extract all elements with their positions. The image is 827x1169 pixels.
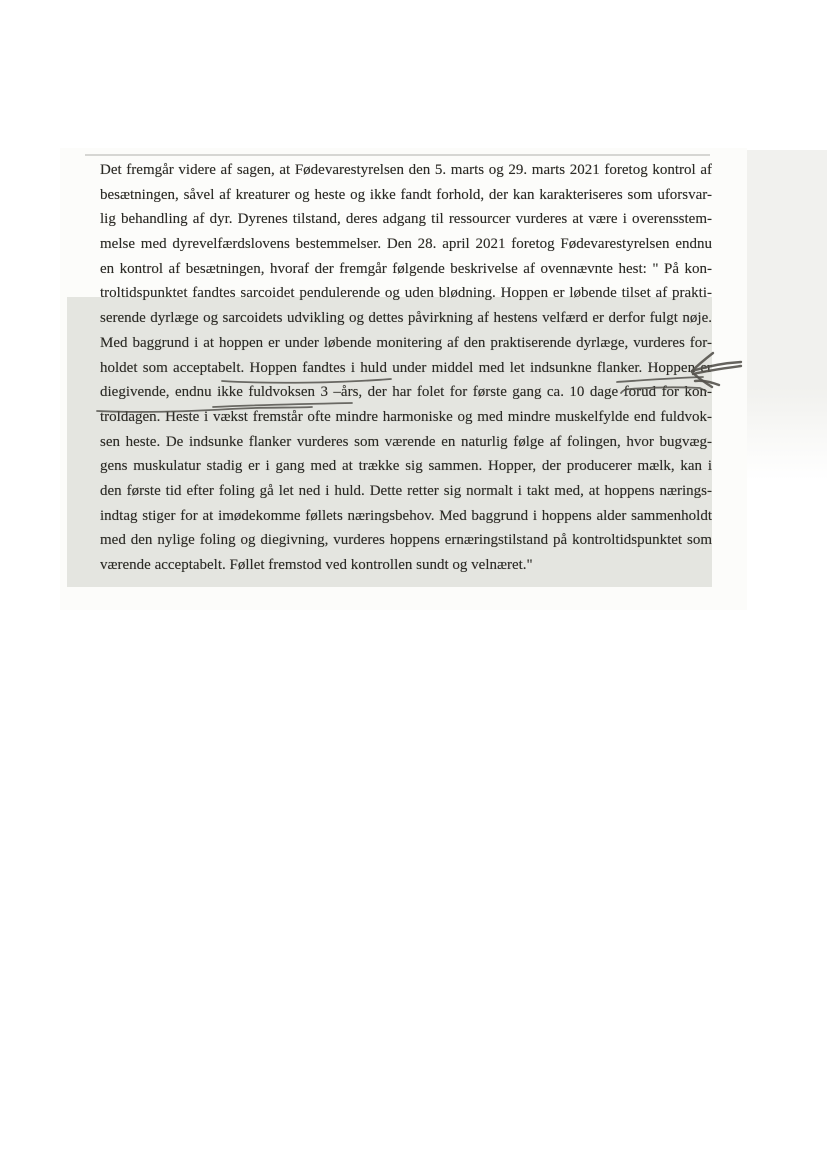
text-line: diegivende, endnu ikke fuldvoksen 3 –års, der har folet for første gang ca. 10 dage forud for kon- — [100, 384, 712, 401]
text-line: melse med dyrevelfærdslovens bestemmelser. Den 28. april 2021 foretog Fødevarestyrelsen endnu — [100, 236, 712, 253]
text-line: holdet som acceptabelt. Hoppen fandtes i huld under middel med let indsunkne flanker. Hoppen er — [100, 359, 712, 376]
text-line: troldagen. Heste i vækst fremstår ofte mindre harmoniske og med mindre muskelfylde end fuldvok- — [100, 408, 712, 425]
text-line: besætningen, såvel af kreaturer og heste og ikke fandt forhold, der kan karakteriseres som uforsvar- — [100, 186, 712, 203]
text-line: med den nylige foling og diegivning, vurderes hoppens ernæringstilstand på kontroltidspunktet som — [100, 532, 712, 549]
text-line: værende acceptabelt. Føllet fremstod ved kontrollen sundt og velnæret." — [100, 557, 533, 573]
text-line: Det fremgår videre af sagen, at Fødevarestyrelsen den 5. marts og 29. marts 2021 foretog kontrol af — [100, 162, 712, 178]
text-line: indtag stiger for at imødekomme føllets næringsbehov. Med baggrund i hoppens alder sammenholdt — [100, 507, 712, 524]
page-top-edge-line — [85, 154, 710, 156]
text-line: den første tid efter foling gå let ned i huld. Dette retter sig normalt i takt med, at hoppens nærings- — [100, 482, 712, 499]
document-text — [100, 158, 712, 578]
text-line: en kontrol af besætningen, hvoraf der fremgår følgende beskrivelse af ovennævnte hest: " På kon- — [100, 260, 712, 277]
text-line: lig behandling af dyr. Dyrenes tilstand, deres adgang til ressourcer vurderes at være i overensstem- — [100, 211, 712, 228]
text-line: gens muskulatur stadig er i gang med at trække sig sammen. Hopper, der producerer mælk, kan i — [100, 458, 712, 475]
text-line: sen heste. De indsunke flanker vurderes som værende en naturlig følge af folingen, hvor bugvæg- — [100, 433, 712, 450]
text-line: serende dyrlæge og sarcoidets udvikling og dettes påvirkning af hestens velfærd er derfor fulgt nøje. — [100, 310, 712, 327]
text-line: Med baggrund i at hoppen er under løbende monitering af den praktiserende dyrlæge, vurderes for- — [100, 334, 712, 351]
scan-edge-shadow — [747, 150, 827, 480]
text-line: troltidspunktet fandtes sarcoidet pendulerende og uden blødning. Hoppen er løbende tilset af prakti- — [100, 285, 712, 302]
